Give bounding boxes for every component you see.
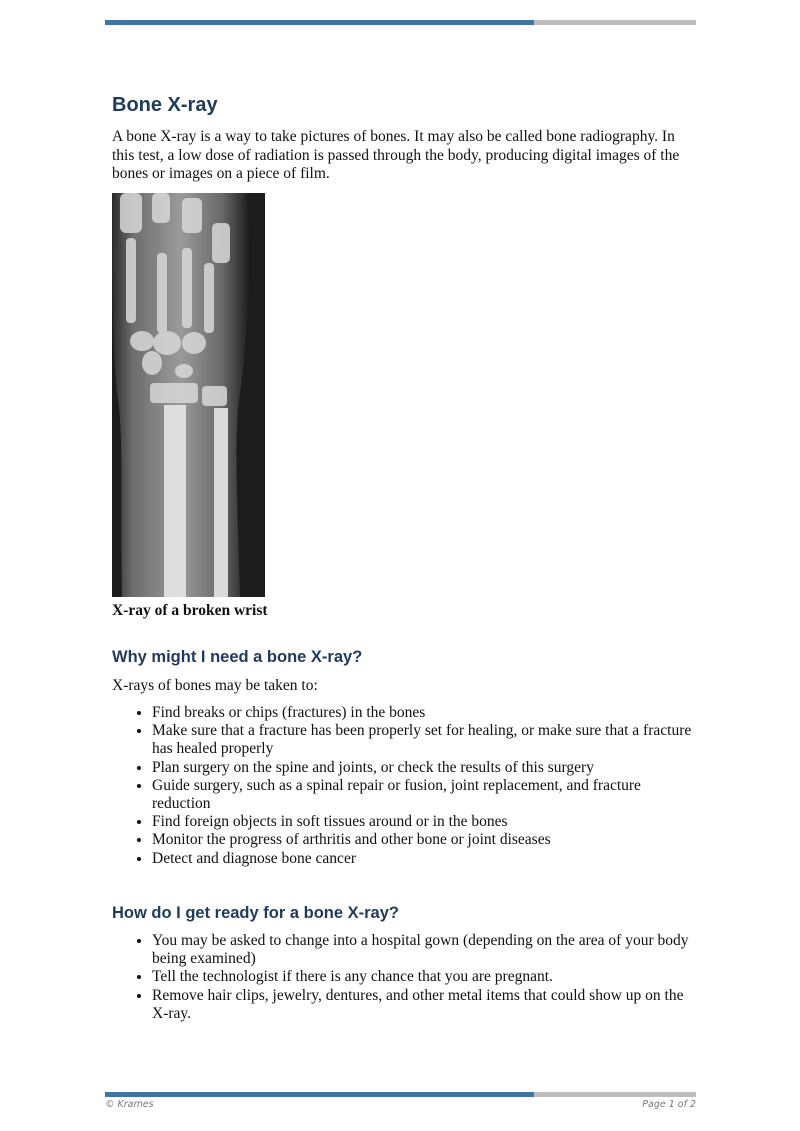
list-item: • Monitor the progress of arthritis and other bone or joint diseases: [152, 831, 697, 849]
section-lead-why: X-rays of bones may be taken to:: [112, 677, 318, 694]
header-bar-empty: [534, 20, 696, 25]
list-item: • Make sure that a fracture has been properly set for healing, or make sure that a fracture has healed properly: [152, 722, 697, 758]
page-title: Bone X-ray: [112, 94, 218, 116]
footer-progress-bar: [105, 1092, 696, 1097]
list-item: • Detect and diagnose bone cancer: [152, 850, 697, 868]
preparation-list: [112, 932, 697, 1023]
footer-bar-empty: [534, 1092, 696, 1097]
list-item: • Guide surgery, such as a spinal repair or fusion, joint replacement, and fracture reduction: [152, 777, 697, 813]
list-item: • Tell the technologist if there is any chance that you are pregnant.: [152, 968, 697, 986]
header-progress-bar: [105, 20, 696, 25]
section-heading-why: Why might I need a bone X-ray?: [112, 648, 363, 666]
list-item: • You may be asked to change into a hospital gown (depending on the area of your body being examined): [152, 932, 697, 968]
copyright-text: © Krames: [105, 1099, 154, 1110]
list-item: • Find breaks or chips (fractures) in the bones: [152, 704, 697, 722]
list-item: • Find foreign objects in soft tissues around or in the bones: [152, 813, 697, 831]
header-bar-filled: [105, 20, 534, 25]
footer: [105, 1099, 696, 1110]
figure-caption: X-ray of a broken wrist: [112, 602, 268, 619]
list-item: • Remove hair clips, jewelry, dentures, and other metal items that could show up on the X-ray.: [152, 987, 697, 1023]
reasons-list: [112, 704, 697, 868]
footer-bar-filled: [105, 1092, 534, 1097]
xray-image: [112, 193, 265, 597]
list-item: • Plan surgery on the spine and joints, or check the results of this surgery: [152, 759, 697, 777]
section-heading-ready: How do I get ready for a bone X-ray?: [112, 904, 399, 922]
page-indicator: Page 1 of 2: [642, 1099, 696, 1110]
intro-paragraph: A bone X-ray is a way to take pictures of bones. It may also be called bone radiography. In this test, a low dose of radiation is passed through the body, producing digital images of the bones or images on a piece of film.: [112, 128, 680, 182]
